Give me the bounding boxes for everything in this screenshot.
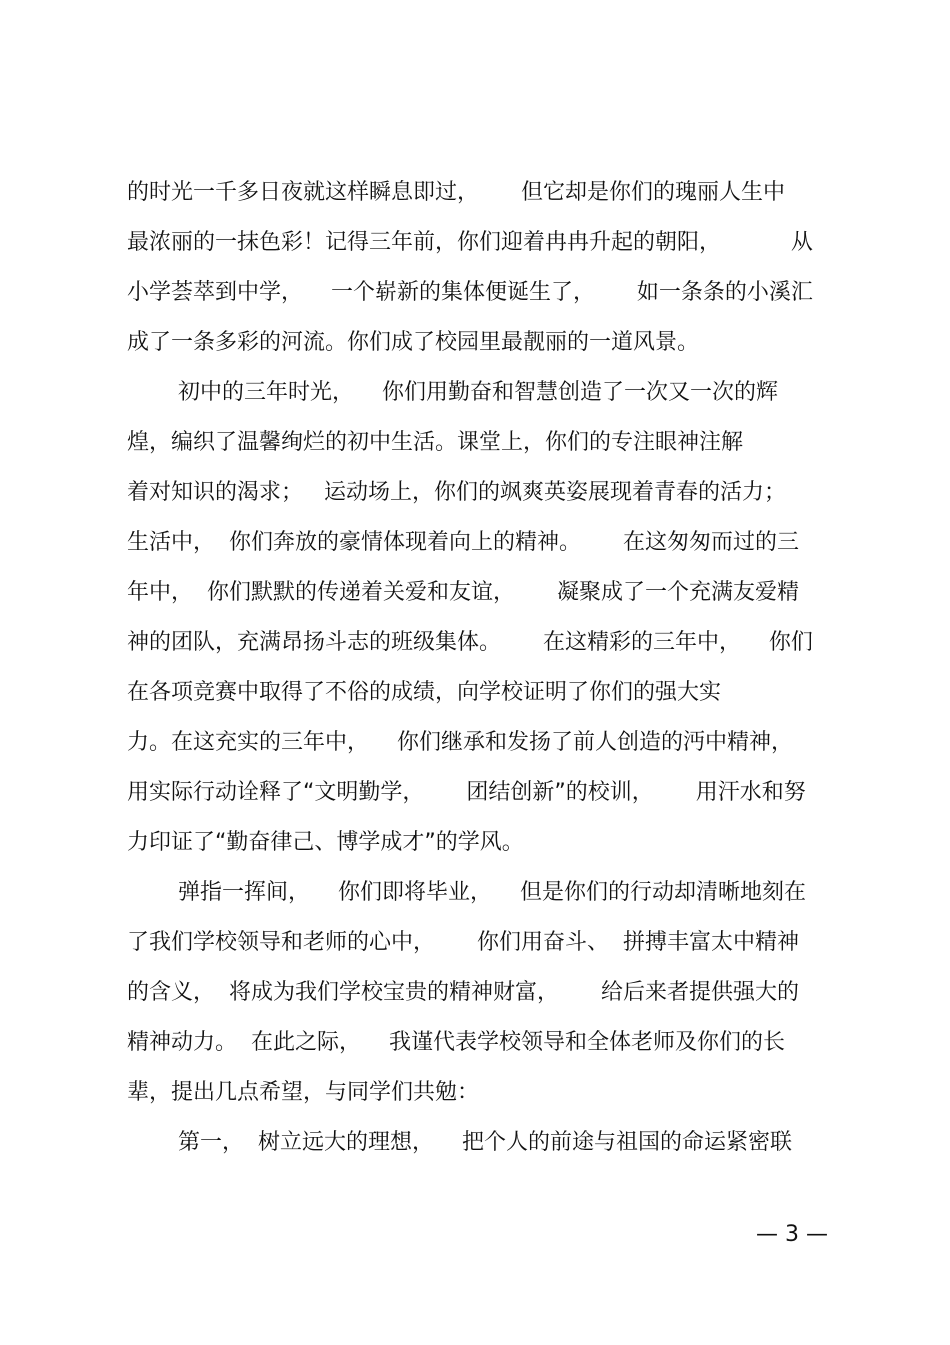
text-line: 用实际行动诠释了“文明勤学， 团结创新”的校训， 用汗水和努 [127, 780, 806, 805]
text-line: 着对知识的渴求； 运动场上，你们的飒爽英姿展现着青春的活力； [127, 480, 786, 505]
text-line: 弹指一挥间， 你们即将毕业， 但是你们的行动却清晰地刻在 [178, 880, 806, 905]
text-line: 神的团队，充满昂扬斗志的班级集体。 在这精彩的三年中， 你们 [127, 630, 813, 655]
text-line: 生活中， 你们奔放的豪情体现着向上的精神。 在这匆匆而过的三 [127, 530, 799, 555]
text-line: 力印证了“勤奋律己、博学成才”的学风。 [127, 830, 524, 855]
text-line: 的含义， 将成为我们学校宝贵的精神财富， 给后来者提供强大的 [127, 980, 799, 1005]
text-line: 成了一条多彩的河流。你们成了校园里最靓丽的一道风景。 [127, 330, 700, 355]
text-line: 小学荟萃到中学， 一个崭新的集体便诞生了， 如一条条的小溪汇 [127, 280, 813, 305]
text-line: 初中的三年时光， 你们用勤奋和智慧创造了一次又一次的辉 [178, 380, 778, 405]
text-line: 在各项竞赛中取得了不俗的成绩，向学校证明了你们的强大实 [127, 680, 722, 705]
text-line: 辈，提出几点希望，与同学们共勉： [127, 1080, 480, 1105]
text-line: 精神动力。 在此之际， 我谨代表学校领导和全体老师及你们的长 [127, 1030, 785, 1055]
text-line: 了我们学校领导和老师的心中， 你们用奋斗、 拼搏丰富太中精神 [127, 930, 799, 955]
text-line: 煌，编织了温馨绚烂的初中生活。课堂上，你们的专注眼神注解 [127, 430, 744, 455]
text-line: 的时光一千多日夜就这样瞬息即过， 但它却是你们的瑰丽人生中 [127, 180, 785, 205]
text-line: 第一， 树立远大的理想， 把个人的前途与祖国的命运紧密联 [178, 1130, 792, 1155]
text-line: 力。在这充实的三年中， 你们继承和发扬了前人创造的沔中精神， [127, 730, 793, 755]
text-line: 年中， 你们默默的传递着关爱和友谊， 凝聚成了一个充满友爱精 [127, 580, 799, 605]
page-number: — 3 — [756, 1222, 828, 1247]
text-line: 最浓丽的一抹色彩！记得三年前，你们迎着冉冉升起的朝阳， 从 [127, 230, 813, 255]
